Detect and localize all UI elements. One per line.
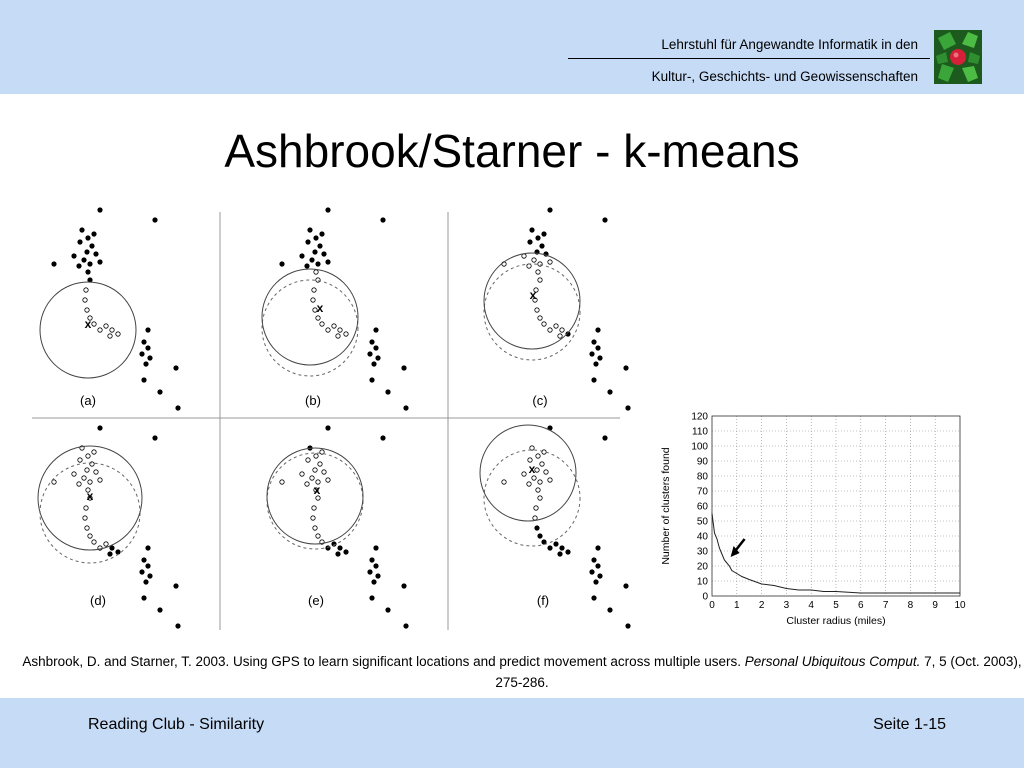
- y-tick-label: 50: [696, 516, 708, 528]
- unclustered-point: [174, 366, 178, 370]
- unclustered-point: [554, 542, 558, 546]
- unclustered-point: [98, 208, 102, 212]
- cluster-member-point: [310, 476, 314, 480]
- x-tick-label: 1: [734, 600, 740, 611]
- panel-a: [40, 208, 180, 410]
- cluster-member-point: [92, 540, 96, 544]
- y-tick-label: 20: [696, 561, 708, 573]
- unclustered-point: [98, 426, 102, 430]
- unclustered-point: [86, 270, 90, 274]
- unclustered-point: [322, 252, 326, 256]
- cluster-member-point: [548, 328, 552, 332]
- cluster-member-point: [320, 322, 324, 326]
- cluster-member-point: [314, 270, 318, 274]
- unclustered-point: [598, 356, 602, 360]
- citation: [20, 651, 1024, 693]
- unclustered-point: [158, 608, 162, 612]
- cluster-member-point: [312, 288, 316, 292]
- unclustered-point: [542, 232, 546, 236]
- unclustered-point: [308, 228, 312, 232]
- cluster-member-point: [336, 334, 340, 338]
- unclustered-point: [590, 352, 594, 356]
- cluster-member-point: [326, 478, 330, 482]
- cluster-member-point: [540, 462, 544, 466]
- cluster-member-point: [94, 470, 98, 474]
- unclustered-point: [594, 362, 598, 366]
- unclustered-point: [94, 252, 98, 256]
- cluster-member-point: [554, 324, 558, 328]
- unclustered-point: [376, 356, 380, 360]
- cluster-member-point: [305, 482, 309, 486]
- panel-f: [480, 425, 630, 628]
- unclustered-point: [338, 546, 342, 550]
- x-tick-label: 7: [882, 600, 889, 611]
- cluster-member-point: [338, 328, 342, 332]
- cluster-member-point: [88, 534, 92, 538]
- unclustered-point: [86, 236, 90, 240]
- unclustered-point: [306, 240, 310, 244]
- clusters-vs-radius-plot: [652, 406, 982, 638]
- unclustered-point: [603, 436, 607, 440]
- unclustered-point: [372, 362, 376, 366]
- unclustered-point: [52, 262, 56, 266]
- unclustered-point: [404, 406, 408, 410]
- unclustered-point: [300, 254, 304, 258]
- cluster-member-point: [312, 506, 316, 510]
- unclustered-point: [314, 236, 318, 240]
- unclustered-point: [144, 362, 148, 366]
- unclustered-point: [176, 406, 180, 410]
- unclustered-point: [326, 208, 330, 212]
- unclustered-point: [144, 580, 148, 584]
- cluster-member-point: [502, 480, 506, 484]
- unclustered-point: [558, 552, 562, 556]
- cluster-member-point: [533, 516, 537, 520]
- cluster-member-point: [110, 328, 114, 332]
- cluster-member-point: [311, 516, 315, 520]
- cluster-member-point: [316, 534, 320, 538]
- cluster-member-point: [85, 468, 89, 472]
- unclustered-point: [608, 608, 612, 612]
- unclustered-point: [148, 356, 152, 360]
- y-tick-label: 110: [692, 426, 708, 438]
- unclustered-point: [538, 534, 542, 538]
- unclustered-point: [608, 390, 612, 394]
- unclustered-point: [326, 260, 330, 264]
- footer-page-number: Seite 1-15: [873, 716, 946, 733]
- cluster-member-point: [83, 298, 87, 302]
- x-tick-label: 10: [954, 600, 966, 611]
- unclustered-point: [370, 596, 374, 600]
- unclustered-point: [142, 596, 146, 600]
- cluster-member-point: [316, 278, 320, 282]
- unclustered-point: [176, 624, 180, 628]
- unclustered-point: [146, 346, 150, 350]
- unclustered-point: [310, 258, 314, 262]
- cluster-member-point: [280, 480, 284, 484]
- cluster-member-point: [344, 332, 348, 336]
- previous-cluster-circle: [262, 280, 358, 376]
- cluster-member-point: [84, 288, 88, 292]
- unclustered-point: [374, 546, 378, 550]
- cluster-member-point: [558, 334, 562, 338]
- centroid-marker: x: [529, 288, 537, 302]
- cluster-member-point: [536, 454, 540, 458]
- cluster-member-point: [78, 458, 82, 462]
- cluster-member-point: [318, 462, 322, 466]
- unclustered-point: [146, 546, 150, 550]
- unclustered-point: [626, 406, 630, 410]
- citation-details: 7, 5 (Oct. 2003), 275-286.: [495, 654, 1022, 690]
- unclustered-point: [305, 264, 309, 268]
- unclustered-point: [368, 352, 372, 356]
- x-tick-label: 6: [858, 600, 864, 611]
- y-tick-label: 60: [696, 501, 708, 513]
- unclustered-point: [146, 328, 150, 332]
- cluster-member-point: [536, 488, 540, 492]
- unclustered-point: [596, 328, 600, 332]
- cluster-member-point: [88, 480, 92, 484]
- unclustered-point: [158, 390, 162, 394]
- unclustered-point: [603, 218, 607, 222]
- unclustered-point: [320, 232, 324, 236]
- unclustered-point: [590, 570, 594, 574]
- cluster-member-point: [316, 316, 320, 320]
- x-tick-label: 8: [907, 600, 914, 611]
- cluster-member-point: [82, 476, 86, 480]
- unclustered-point: [146, 564, 150, 568]
- x-tick-label: 9: [932, 600, 938, 611]
- panel-label: (f): [536, 593, 550, 608]
- unclustered-point: [530, 228, 534, 232]
- unclustered-point: [624, 366, 628, 370]
- unclustered-point: [560, 546, 564, 550]
- unclustered-point: [98, 260, 102, 264]
- y-tick-label: 30: [696, 546, 708, 558]
- y-tick-label: 70: [696, 486, 708, 498]
- cluster-circle: [262, 269, 358, 365]
- chair-name-line-1: Lehrstuhl für Angewandte Informatik in den: [661, 37, 918, 52]
- x-tick-label: 0: [709, 600, 715, 611]
- unclustered-point: [85, 250, 89, 254]
- previous-cluster-circle: [267, 453, 363, 549]
- cluster-member-point: [104, 542, 108, 546]
- cluster-member-point: [92, 450, 96, 454]
- x-tick-label: 2: [758, 600, 765, 611]
- panel-b: [262, 208, 408, 410]
- panel-label: (d): [90, 593, 106, 608]
- cluster-member-point: [311, 298, 315, 302]
- y-tick-label: 100: [691, 441, 708, 453]
- cluster-member-point: [300, 472, 304, 476]
- panel-label: (c): [532, 393, 548, 408]
- previous-cluster-circle: [40, 463, 140, 563]
- centroid-marker: x: [86, 489, 94, 503]
- unclustered-point: [370, 340, 374, 344]
- unclustered-point: [140, 352, 144, 356]
- cluster-member-point: [108, 334, 112, 338]
- cluster-member-point: [535, 308, 539, 312]
- unclustered-point: [110, 546, 114, 550]
- cluster-member-point: [90, 462, 94, 466]
- x-tick-label: 3: [783, 600, 790, 611]
- unclustered-point: [374, 564, 378, 568]
- unclustered-point: [404, 624, 408, 628]
- unclustered-point: [344, 550, 348, 554]
- unclustered-point: [596, 564, 600, 568]
- cluster-member-point: [544, 470, 548, 474]
- panel-label: (a): [80, 393, 96, 408]
- cluster-member-point: [522, 472, 526, 476]
- x-tick-label: 5: [833, 600, 839, 611]
- y-tick-label: 0: [702, 591, 708, 603]
- unclustered-point: [374, 346, 378, 350]
- unclustered-point: [598, 574, 602, 578]
- cluster-member-point: [538, 496, 542, 500]
- unclustered-point: [624, 584, 628, 588]
- centroid-marker: x: [316, 301, 324, 315]
- unclustered-point: [528, 240, 532, 244]
- previous-cluster-circle: [484, 264, 580, 360]
- cluster-member-point: [322, 470, 326, 474]
- cluster-member-point: [542, 322, 546, 326]
- cluster-member-point: [538, 262, 542, 266]
- unclustered-point: [336, 552, 340, 556]
- cluster-member-point: [538, 480, 542, 484]
- unclustered-point: [592, 378, 596, 382]
- unclustered-point: [548, 208, 552, 212]
- unclustered-point: [592, 596, 596, 600]
- slide-title: Ashbrook/Starner - k-means: [224, 125, 800, 177]
- cluster-member-point: [85, 308, 89, 312]
- cluster-member-point: [538, 278, 542, 282]
- unclustered-point: [174, 584, 178, 588]
- y-tick-label: 120: [691, 411, 708, 423]
- panel-label: (e): [308, 593, 324, 608]
- y-axis-label: Number of clusters found: [660, 447, 672, 565]
- cluster-member-point: [86, 454, 90, 458]
- cluster-member-point: [560, 328, 564, 332]
- green-leaf-red-berry-logo-icon: [934, 30, 982, 84]
- centroid-marker: x: [84, 317, 92, 331]
- panel-e: [267, 426, 408, 628]
- unclustered-point: [140, 570, 144, 574]
- unclustered-point: [280, 262, 284, 266]
- cluster-member-point: [306, 458, 310, 462]
- unclustered-point: [313, 250, 317, 254]
- unclustered-point: [116, 550, 120, 554]
- cluster-member-point: [84, 506, 88, 510]
- x-axis-label: Cluster radius (miles): [786, 615, 886, 627]
- cluster-member-point: [326, 328, 330, 332]
- centroid-marker: x: [313, 483, 321, 497]
- cluster-member-point: [542, 450, 546, 454]
- unclustered-point: [153, 218, 157, 222]
- cluster-member-point: [98, 478, 102, 482]
- cluster-member-point: [77, 482, 81, 486]
- unclustered-point: [566, 550, 570, 554]
- unclustered-point: [381, 436, 385, 440]
- unclustered-point: [78, 240, 82, 244]
- unclustered-point: [88, 262, 92, 266]
- unclustered-point: [594, 580, 598, 584]
- panel-d: [38, 426, 180, 628]
- panel-label: (b): [305, 393, 321, 408]
- unclustered-point: [318, 244, 322, 248]
- cluster-member-point: [313, 468, 317, 472]
- unclustered-point: [386, 390, 390, 394]
- y-tick-label: 80: [696, 471, 708, 483]
- unclustered-point: [142, 558, 146, 562]
- unclustered-point: [535, 526, 539, 530]
- cluster-member-point: [527, 482, 531, 486]
- unclustered-point: [592, 340, 596, 344]
- unclustered-point: [72, 254, 76, 258]
- unclustered-point: [626, 624, 630, 628]
- cluster-member-point: [98, 328, 102, 332]
- y-tick-label: 10: [696, 576, 708, 588]
- cluster-member-point: [535, 468, 539, 472]
- citation-text: Ashbrook, D. and Starner, T. 2003. Using GPS to learn significant locations and predict movement across multiple users.: [22, 654, 745, 669]
- unclustered-point: [77, 264, 81, 268]
- panel-c: [484, 208, 630, 410]
- unclustered-point: [592, 558, 596, 562]
- unclustered-point: [402, 584, 406, 588]
- cluster-member-point: [104, 324, 108, 328]
- citation-journal: Personal Ubiquitous Comput.: [744, 654, 921, 669]
- unclustered-point: [82, 258, 86, 262]
- unclustered-point: [596, 346, 600, 350]
- unclustered-point: [536, 236, 540, 240]
- cluster-member-point: [116, 332, 120, 336]
- cluster-member-point: [314, 454, 318, 458]
- unclustered-point: [368, 570, 372, 574]
- footer-course-title: Reading Club - Similarity: [88, 716, 265, 733]
- cluster-member-point: [548, 260, 552, 264]
- unclustered-point: [386, 608, 390, 612]
- unclustered-point: [108, 552, 112, 556]
- cluster-member-point: [532, 258, 536, 262]
- chair-name-line-2: Kultur-, Geschichts- und Geowissenschaften: [651, 69, 918, 84]
- cluster-member-point: [532, 476, 536, 480]
- unclustered-point: [372, 580, 376, 584]
- cluster-member-point: [534, 506, 538, 510]
- cluster-member-point: [536, 270, 540, 274]
- kmeans-iterations-figure: [30, 200, 650, 635]
- cluster-member-point: [538, 316, 542, 320]
- unclustered-point: [90, 244, 94, 248]
- centroid-marker: x: [528, 462, 536, 476]
- unclustered-point: [316, 262, 320, 266]
- unclustered-point: [548, 546, 552, 550]
- unclustered-point: [370, 378, 374, 382]
- cluster-member-point: [92, 322, 96, 326]
- unclustered-point: [142, 340, 146, 344]
- unclustered-point: [148, 574, 152, 578]
- y-tick-label: 40: [696, 531, 708, 543]
- unclustered-point: [370, 558, 374, 562]
- unclustered-point: [381, 218, 385, 222]
- cluster-member-point: [85, 526, 89, 530]
- unclustered-point: [374, 328, 378, 332]
- cluster-member-point: [332, 324, 336, 328]
- unclustered-point: [596, 546, 600, 550]
- unclustered-point: [326, 426, 330, 430]
- unclustered-point: [80, 228, 84, 232]
- unclustered-point: [376, 574, 380, 578]
- unclustered-point: [142, 378, 146, 382]
- unclustered-point: [92, 232, 96, 236]
- unclustered-point: [540, 244, 544, 248]
- y-tick-label: 90: [696, 456, 708, 468]
- cluster-member-point: [548, 478, 552, 482]
- unclustered-point: [402, 366, 406, 370]
- header-divider: [568, 58, 930, 59]
- cluster-member-point: [83, 516, 87, 520]
- x-tick-label: 4: [808, 600, 814, 611]
- cluster-member-point: [72, 472, 76, 476]
- unclustered-point: [153, 436, 157, 440]
- cluster-member-point: [313, 526, 317, 530]
